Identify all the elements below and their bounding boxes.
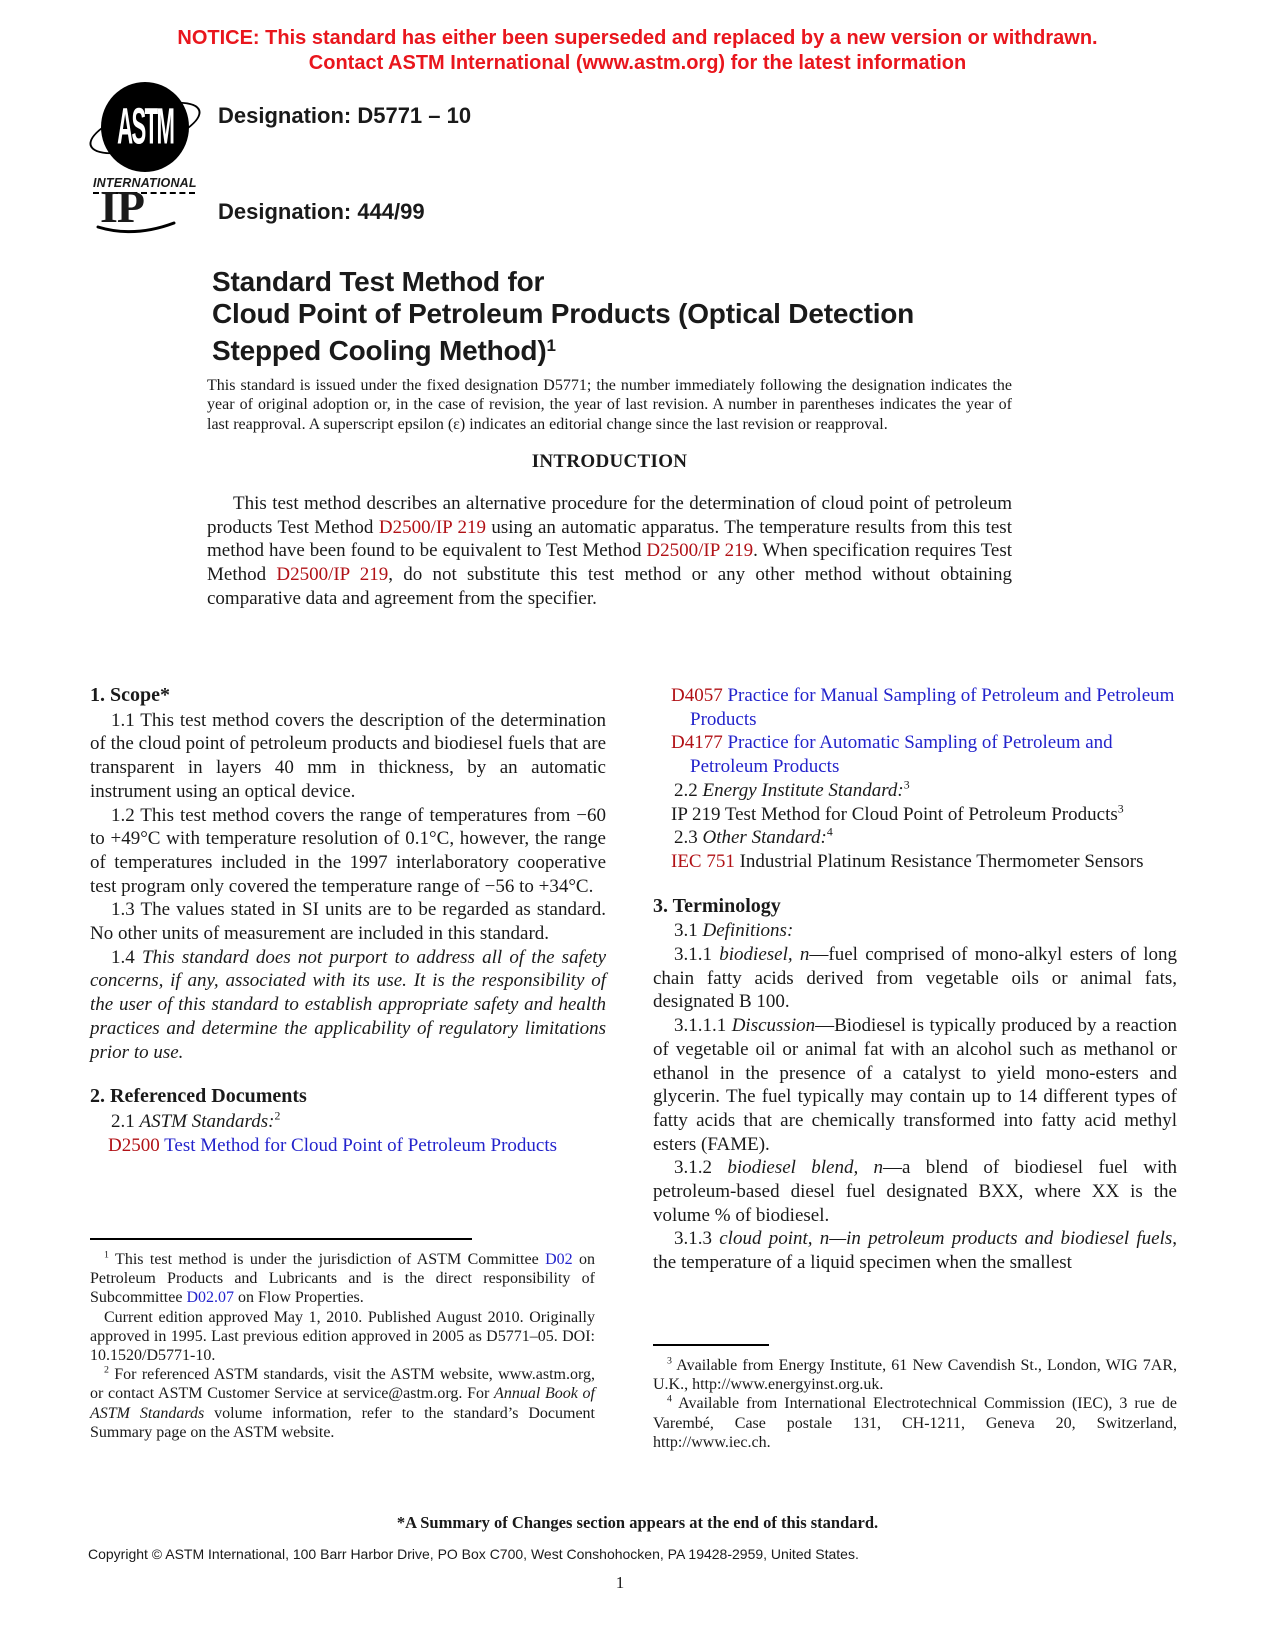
copyright-line: Copyright © ASTM International, 100 Barr Harbor Drive, PO Box C700, West Conshohocken, PA 19428-2959, United States. <box>88 1546 859 1562</box>
reference-d4057 <box>653 684 1177 731</box>
link-d4057-title[interactable]: Practice for Manual Sampling of Petroleum and Petroleum Products <box>690 685 1175 730</box>
title-line-1: Standard Test Method for <box>212 266 545 297</box>
left-column <box>90 684 606 1157</box>
para-3-1-1: 3.1.1 biodiesel, n—fuel comprised of mono-alkyl esters of long chain fatty acids derived from vegetable oils or animal fats, designated B 100. <box>653 944 1177 1013</box>
footnotes-left <box>90 1238 595 1442</box>
astm-international-label: INTERNATIONAL <box>93 176 195 194</box>
astm-designation: Designation: D5771 – 10 <box>218 103 472 128</box>
para-1-3: 1.3 The values stated in SI units are to be regarded as standard. No other units of measurement are included in this standard. <box>90 899 606 945</box>
para-1-1: 1.1 This test method covers the description of the determination of the cloud point of petroleum products and biodiesel fuels that are transparent in layers 40 mm in thickness, by an automatic instrument using an optical device. <box>90 709 606 802</box>
introduction-heading: INTRODUCTION <box>531 451 688 472</box>
link-d4177[interactable]: D4177 <box>671 732 723 754</box>
footnotes-right <box>653 1344 1177 1452</box>
link-d02[interactable]: D02 <box>545 1251 573 1268</box>
summary-of-changes-note: *A Summary of Changes section appears at the end of this standard. <box>396 1513 879 1532</box>
section-heading-scope: 1. Scope* <box>90 684 170 706</box>
footnote-3: $^3$ Available from Energy Institute, 61 New Cavendish St., London, WIG 7AR, U.K., http://www.energyinst.org.uk. <box>653 1355 1177 1394</box>
standard-title <box>212 266 1032 367</box>
reference-d2500 <box>90 1134 606 1158</box>
para-2-2: 2.2 Energy Institute Standard:$^3$ <box>674 778 910 801</box>
section-heading-referenced-documents: 2. Referenced Documents <box>90 1085 307 1108</box>
footnote-2: $^2$ For referenced ASTM standards, visit the ASTM website, www.astm.org, or contact ASTM Customer Service at service@astm.org. For Annual Book of ASTM Standards volume information, refer to the standard’s Document Summary page on the ASTM website. <box>90 1364 596 1441</box>
link-d2500-ip219[interactable]: D2500/IP 219 <box>276 564 389 586</box>
link-d02-07[interactable]: D02.07 <box>186 1289 234 1307</box>
reference-ip219: IP 219 Test Method for Cloud Point of Petroleum Products$^3$ <box>671 802 1124 825</box>
ip-logo-text: IP <box>100 181 144 232</box>
superseded-notice <box>0 26 1275 76</box>
reference-iec751: IEC 751 Industrial Platinum Resistance Thermometer Sensors <box>671 850 1144 872</box>
link-d2500-title[interactable]: Test Method for Cloud Point of Petroleum Products <box>159 1134 558 1156</box>
para-1-4: 1.4 This standard does not purport to address all of the safety concerns, if any, associated with its use. It is the responsibility of the user of this standard to establish appropriate safety and health practices and determine the applicability of regulatory limitations prior to use. <box>90 946 607 1063</box>
footnote-1: $^1$ This test method is under the jurisdiction of ASTM Committee D02 on Petroleum Products and Lubricants and is the direct responsibility of Subcommittee D02.07 on Flow Properties. <box>90 1249 596 1307</box>
title-line-2: Cloud Point of Petroleum Products (Optical Detection <box>212 298 915 329</box>
page-number: 1 <box>615 1573 625 1592</box>
para-3-1-2: 3.1.2 biodiesel blend, n—a blend of biodiesel fuel with petroleum-based diesel fuel designated BXX, where XX is the volume % of biodiesel. <box>653 1157 1178 1226</box>
ip-swoosh-icon <box>94 218 178 238</box>
para-3-1: 3.1 Definitions: <box>674 920 794 942</box>
link-iec751[interactable]: IEC 751 <box>671 850 735 872</box>
reference-d4177 <box>653 731 1177 778</box>
ip-designation: Designation: 444/99 <box>218 199 425 224</box>
link-d2500[interactable]: D2500 <box>108 1134 160 1156</box>
link-d2500-ip219[interactable]: D2500/IP 219 <box>378 516 486 538</box>
link-d4057[interactable]: D4057 <box>671 685 723 706</box>
introduction-paragraph: This test method describes an alternative procedure for the determination of cloud point of petroleum products Test Method D2500/IP 219 using an automatic apparatus. The temperature results from this test method have been found to be equivalent to Test Method D2500/IP 219. When specification requires Test Method D2500/IP 219, do not substitute this test method or any other method without obtaining comparative data and agreement from the specifier. <box>207 493 1012 609</box>
astm-logo-text: ASTM <box>116 97 174 155</box>
link-d2500-ip219[interactable]: D2500/IP 219 <box>646 540 754 562</box>
para-3-1-3: 3.1.3 cloud point, n—in petroleum products and biodiesel fuels, the temperature of a liquid specimen when the smallest <box>653 1228 1177 1274</box>
issue-statement: This standard is issued under the fixed designation D5771; the number immediately following the designation indicates the year of original adoption or, in the case of revision, the year of last revision. A number in parentheses indicates the year of last reapproval. A superscript epsilon (ε) indicates an editorial change since the last revision or reapproval. <box>207 377 1012 433</box>
title-footnote-marker: 1 <box>546 336 556 355</box>
para-2-3: 2.3 Other Standard:$^4$ <box>674 825 833 849</box>
footnote-edition: Current edition approved May 1, 2010. Published August 2010. Originally approved in 1995. Last previous edition approved in 2005 as D5771–05. DOI: 10.1520/D5771-10. <box>90 1308 595 1365</box>
footnote-rule-left <box>90 1238 472 1240</box>
para-3-1-1-1: 3.1.1.1 Discussion—Biodiesel is typically produced by a reaction of vegetable oil or animal fat with an alcohol such as methanol or ethanol in the presence of a catalyst to yield mono-esters and glycerin. The fuel typically may contain up to 14 different types of fatty acids that are chemically transformed into fatty acid methyl esters (FAME). <box>653 1015 1178 1155</box>
astm-logo <box>93 82 203 194</box>
right-column <box>653 684 1177 1275</box>
footnote-4: $^4$ Available from International Electrotechnical Commission (IEC), 3 rue de Varembé, Case postale 131, CH-1211, Geneva 20, Switzerland, http://www.iec.ch. <box>653 1394 1177 1451</box>
title-line-3: Stepped Cooling Method)$^1$ <box>212 335 556 366</box>
para-1-2: 1.2 This test method covers the range of temperatures from −60 to +49°C with temperature resolution of 0.1°C, however, the range of temperatures included in the 1997 interlaboratory cooperative test program only covered the temperature range of −56 to +34°C. <box>90 804 606 897</box>
link-d4177-title[interactable]: Practice for Automatic Sampling of Petroleum and Petroleum Products <box>690 732 1113 778</box>
astm-globe-icon <box>101 82 189 172</box>
footnote-rule-right <box>653 1344 769 1346</box>
notice-line-1: NOTICE: This standard has either been superseded and replaced by a new version or withdrawn. <box>177 27 1098 49</box>
notice-line-2: Contact ASTM International (www.astm.org) for the latest information <box>308 52 967 74</box>
ip-logo <box>100 181 180 244</box>
para-2-1: 2.1 ASTM Standards:$^2$ <box>111 1109 281 1132</box>
section-heading-terminology: 3. Terminology <box>653 894 781 917</box>
